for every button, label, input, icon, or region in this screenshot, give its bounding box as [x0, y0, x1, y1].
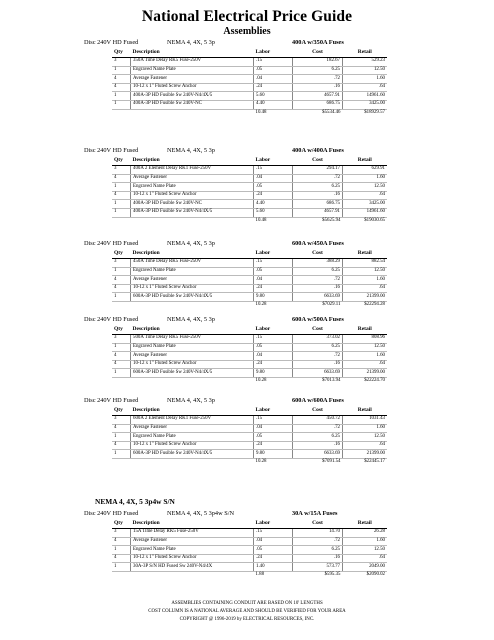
cell-desc: 15A Time Delay RK5 Fuse-250V — [131, 529, 254, 538]
cell-labor: .15 — [254, 529, 293, 538]
cell-labor: .05 — [254, 183, 293, 192]
cell-qty: 4 — [112, 441, 131, 450]
cell-cost: 4657.91 — [293, 208, 343, 217]
cell-qty: 4 — [112, 284, 131, 293]
blank-cell — [112, 217, 131, 225]
column-header-qty: Qty — [112, 520, 131, 529]
column-header-cost: Cost — [293, 157, 343, 166]
column-header-qty: Qty — [112, 407, 131, 416]
cell-cost: 6.25 — [293, 267, 343, 276]
cell-qty: 4 — [112, 174, 131, 183]
total-labor: 10.48 — [254, 109, 293, 117]
cell-labor: .04 — [254, 537, 293, 546]
cell-retail: 21399.00 — [343, 293, 388, 302]
cell-desc: 400A-3P HD Fusible Sw 240V-NC — [131, 200, 254, 209]
assembly-table — [112, 326, 387, 386]
table-row — [112, 441, 387, 450]
cell-labor: .24 — [254, 83, 293, 92]
cell-qty: 1 — [112, 343, 131, 352]
cell-labor: .24 — [254, 284, 293, 293]
cell-qty: 3 — [112, 335, 131, 344]
cell-labor: .04 — [254, 276, 293, 285]
column-header-retail: Retail — [343, 407, 388, 416]
cell-cost: 686.75 — [293, 100, 343, 109]
cell-cost: 14.70 — [293, 529, 343, 538]
column-header-qty: Qty — [112, 157, 131, 166]
disc-label: Disc 240V HD Fused — [84, 240, 139, 247]
cell-cost: .72 — [293, 424, 343, 433]
column-header-description: Description — [131, 520, 254, 529]
cell-retail: 1031.43 — [343, 416, 388, 425]
fuse-rating: 600A w/600A Fuses — [292, 397, 344, 404]
assembly-table — [112, 49, 387, 117]
cell-qty: 1 — [112, 208, 131, 217]
cell-cost: 6633.69 — [293, 450, 343, 459]
column-header-labor: Labor — [254, 157, 293, 166]
column-header-labor: Labor — [254, 250, 293, 259]
blank-cell — [112, 377, 131, 385]
nema-rating: NEMA 4, 4X, 5 3p — [167, 147, 215, 154]
cell-desc: 400A-3P HD Fusible Sw 240V-N4/4X/5 — [131, 208, 254, 217]
cell-retail: 12.50 — [343, 433, 388, 442]
cell-desc: Engraved Name Plate — [131, 433, 254, 442]
total-labor: 10.28 — [254, 458, 293, 466]
assembly-table — [112, 407, 387, 467]
cell-cost: 388.29 — [293, 259, 343, 268]
cell-cost: .72 — [293, 276, 343, 285]
disc-label: Disc 240V HD Fused — [84, 147, 139, 154]
table-row — [112, 546, 387, 555]
cell-desc: 10-12 x 1" Fluted Screw Anchor — [131, 83, 254, 92]
total-labor: 10.48 — [254, 217, 293, 225]
cell-qty: 3 — [112, 166, 131, 175]
column-header-retail: Retail — [343, 326, 388, 335]
blank-cell — [131, 217, 254, 225]
cell-labor: .04 — [254, 174, 293, 183]
table-row — [112, 424, 387, 433]
total-cost: $5625.94 — [293, 217, 343, 225]
blank-cell — [131, 377, 254, 385]
nema-rating: NEMA 4, 4X, 5 3p — [167, 316, 215, 323]
cell-qty: 1 — [112, 100, 131, 109]
cell-labor: .24 — [254, 554, 293, 563]
table-row — [112, 259, 387, 268]
cell-retail: 1.60 — [343, 174, 388, 183]
table-row — [112, 343, 387, 352]
cell-labor: 9.80 — [254, 450, 293, 459]
cell-qty: 3 — [112, 58, 131, 67]
cell-desc: 10-12 x 1" Fluted Screw Anchor — [131, 191, 254, 200]
column-header-labor: Labor — [254, 407, 293, 416]
cell-retail: 1.60 — [343, 537, 388, 546]
cell-qty: 4 — [112, 276, 131, 285]
table-row — [112, 529, 387, 538]
column-header-labor: Labor — [254, 49, 293, 58]
cell-cost: 373.02 — [293, 335, 343, 344]
cell-qty: 1 — [112, 450, 131, 459]
cell-qty: 1 — [112, 546, 131, 555]
blank-cell — [131, 458, 254, 466]
disc-label: Disc 240V HD Fused — [84, 397, 139, 404]
cell-cost: 6633.69 — [293, 293, 343, 302]
cell-retail: 1.60 — [343, 75, 388, 84]
cell-desc: Average Fastener — [131, 537, 254, 546]
nema-rating: NEMA 4, 4X, 5 3p4w S/N — [167, 510, 234, 517]
column-header-description: Description — [131, 49, 254, 58]
column-header-cost: Cost — [293, 407, 343, 416]
fuse-rating: 400A w/400A Fuses — [292, 147, 344, 154]
cell-labor: .04 — [254, 424, 293, 433]
column-header-cost: Cost — [293, 326, 343, 335]
total-row — [112, 109, 387, 117]
total-retail: $22445.17 — [343, 458, 388, 466]
table-row — [112, 66, 387, 75]
cell-desc: 10-12 x 1" Fluted Screw Anchor — [131, 441, 254, 450]
total-cost: $5534.46 — [293, 109, 343, 117]
cell-labor: .04 — [254, 75, 293, 84]
cell-labor: .24 — [254, 441, 293, 450]
cell-qty: 4 — [112, 360, 131, 369]
cell-labor: .04 — [254, 352, 293, 361]
cell-labor: .15 — [254, 335, 293, 344]
total-row — [112, 458, 387, 466]
cell-retail: 1.60 — [343, 352, 388, 361]
column-header-description: Description — [131, 326, 254, 335]
assembly-table — [112, 520, 387, 580]
blank-cell — [112, 458, 131, 466]
table-row — [112, 335, 387, 344]
column-header-labor: Labor — [254, 326, 293, 335]
column-header-retail: Retail — [343, 250, 388, 259]
total-retail: $2090.02 — [343, 571, 388, 579]
cell-desc: Average Fastener — [131, 276, 254, 285]
column-header-qty: Qty — [112, 250, 131, 259]
cell-qty: 4 — [112, 75, 131, 84]
cell-cost: 4657.91 — [293, 92, 343, 101]
fuse-rating: 400A w/350A Fuses — [292, 39, 344, 46]
cell-retail: .64 — [343, 284, 388, 293]
cell-cost: .72 — [293, 537, 343, 546]
cell-retail: 529.23 — [343, 58, 388, 67]
disc-label: Disc 240V HD Fused — [84, 39, 139, 46]
cell-cost: .16 — [293, 554, 343, 563]
cell-labor: 9.80 — [254, 369, 293, 378]
cell-qty: 3 — [112, 259, 131, 268]
total-retail: $19030.65 — [343, 217, 388, 225]
cell-desc: Average Fastener — [131, 424, 254, 433]
cell-retail: 1.60 — [343, 276, 388, 285]
cell-cost: 6.25 — [293, 546, 343, 555]
cell-desc: 400A 2 Element Delay RK1 Fuse-250V — [131, 166, 254, 175]
table-row — [112, 563, 387, 572]
cell-qty: 4 — [112, 554, 131, 563]
cell-retail: .64 — [343, 83, 388, 92]
cell-retail: 12.50 — [343, 343, 388, 352]
total-retail: $22294.28 — [343, 301, 388, 309]
column-header-labor: Labor — [254, 520, 293, 529]
cell-labor: .15 — [254, 58, 293, 67]
blank-cell — [112, 109, 131, 117]
cell-cost: .72 — [293, 174, 343, 183]
cell-retail: 12.50 — [343, 66, 388, 75]
cell-retail: .64 — [343, 360, 388, 369]
table-row — [112, 166, 387, 175]
cell-desc: 450A Time Delay RK5 Fuse-250V — [131, 259, 254, 268]
table-row — [112, 433, 387, 442]
cell-desc: 600A-3P HD Fusible Sw 240V-N4/4X/5 — [131, 293, 254, 302]
table-row — [112, 554, 387, 563]
nema-rating: NEMA 4, 4X, 5 3p — [167, 240, 215, 247]
table-row — [112, 369, 387, 378]
cell-qty: 1 — [112, 267, 131, 276]
cell-desc: Average Fastener — [131, 75, 254, 84]
table-row — [112, 416, 387, 425]
disc-label: Disc 240V HD Fused — [84, 316, 139, 323]
cell-cost: 573.77 — [293, 563, 343, 572]
blank-cell — [131, 571, 254, 579]
column-header-description: Description — [131, 157, 254, 166]
table-row — [112, 174, 387, 183]
cell-retail: 882.54 — [343, 259, 388, 268]
cell-qty: 4 — [112, 83, 131, 92]
cell-cost: .16 — [293, 191, 343, 200]
cell-retail: 12.50 — [343, 183, 388, 192]
cell-qty: 1 — [112, 183, 131, 192]
cell-qty: 1 — [112, 92, 131, 101]
cell-qty: 4 — [112, 537, 131, 546]
cell-desc: Engraved Name Plate — [131, 66, 254, 75]
assembly-table — [112, 157, 387, 225]
cell-desc: Engraved Name Plate — [131, 343, 254, 352]
column-header-description: Description — [131, 250, 254, 259]
cell-qty: 1 — [112, 66, 131, 75]
cell-qty: 1 — [112, 293, 131, 302]
cell-cost: 6633.69 — [293, 369, 343, 378]
total-cost: $7013.94 — [293, 377, 343, 385]
table-row — [112, 293, 387, 302]
table-row — [112, 183, 387, 192]
nema-rating: NEMA 4, 4X, 5 3p — [167, 397, 215, 404]
cell-retail: 21399.00 — [343, 369, 388, 378]
cell-cost: 6.25 — [293, 66, 343, 75]
total-cost: $7029.11 — [293, 301, 343, 309]
blank-cell — [112, 571, 131, 579]
total-labor: 1.88 — [254, 571, 293, 579]
cell-retail: 1.60 — [343, 424, 388, 433]
cell-labor: .05 — [254, 66, 293, 75]
cell-retail: .64 — [343, 191, 388, 200]
column-header-retail: Retail — [343, 49, 388, 58]
cell-retail: 12.50 — [343, 267, 388, 276]
cell-retail: 629.91 — [343, 166, 388, 175]
table-row — [112, 284, 387, 293]
cell-qty: 4 — [112, 191, 131, 200]
column-header-retail: Retail — [343, 520, 388, 529]
cell-labor: 9.80 — [254, 293, 293, 302]
table-row — [112, 83, 387, 92]
total-row — [112, 301, 387, 309]
table-row — [112, 75, 387, 84]
cell-desc: Engraved Name Plate — [131, 546, 254, 555]
cell-desc: 350A Time Delay RK5 Fuse-250V — [131, 58, 254, 67]
total-row — [112, 571, 387, 579]
cell-retail: 808.96 — [343, 335, 388, 344]
cell-desc: 600A 2 Element Delay RK1 Fuse-250V — [131, 416, 254, 425]
cell-labor: 5.60 — [254, 92, 293, 101]
assembly-table — [112, 250, 387, 310]
table-row — [112, 276, 387, 285]
cell-cost: 6.25 — [293, 433, 343, 442]
cell-qty: 4 — [112, 352, 131, 361]
table-row — [112, 92, 387, 101]
blank-cell — [112, 301, 131, 309]
column-header-description: Description — [131, 407, 254, 416]
footer-note-conduit: ASSEMBLIES CONTAINING CONDUIT ARE BASED ON 10' LENGTHS — [171, 601, 323, 606]
cell-desc: Average Fastener — [131, 352, 254, 361]
footer-copyright: COPYRIGHT @ 1996-2019 by ELECTRICAL RESOURCES, INC. — [179, 617, 315, 622]
cell-desc: Engraved Name Plate — [131, 267, 254, 276]
total-labor: 10.28 — [254, 301, 293, 309]
blank-cell — [131, 109, 254, 117]
total-row — [112, 377, 387, 385]
table-row — [112, 58, 387, 67]
column-header-cost: Cost — [293, 250, 343, 259]
cell-labor: .15 — [254, 416, 293, 425]
cell-desc: 600A-3P HD Fusible Sw 240V-N4/4X/5 — [131, 450, 254, 459]
cell-desc: 400A-3P HD Fusible Sw 240V-N4/4X/5 — [131, 92, 254, 101]
table-row — [112, 267, 387, 276]
cell-labor: .05 — [254, 433, 293, 442]
cell-desc: Engraved Name Plate — [131, 183, 254, 192]
total-row — [112, 217, 387, 225]
column-header-retail: Retail — [343, 157, 388, 166]
cell-cost: .16 — [293, 441, 343, 450]
cell-qty: 3 — [112, 416, 131, 425]
table-row — [112, 537, 387, 546]
blank-cell — [131, 301, 254, 309]
cell-retail: .64 — [343, 554, 388, 563]
nema-rating: NEMA 4, 4X, 5 3p — [167, 39, 215, 46]
cell-qty: 3 — [112, 529, 131, 538]
column-header-qty: Qty — [112, 326, 131, 335]
page-subtitle: Assemblies — [223, 26, 271, 37]
cell-labor: .05 — [254, 267, 293, 276]
cell-labor: .05 — [254, 343, 293, 352]
table-row — [112, 360, 387, 369]
total-retail: $18929.57 — [343, 109, 388, 117]
cell-retail: 2049.00 — [343, 563, 388, 572]
total-cost: $595.35 — [293, 571, 343, 579]
cell-retail: 14961.60 — [343, 92, 388, 101]
column-header-qty: Qty — [112, 49, 131, 58]
cell-cost: .72 — [293, 352, 343, 361]
disc-label: Disc 240V HD Fused — [84, 510, 139, 517]
fuse-rating: 600A w/500A Fuses — [292, 316, 344, 323]
group-title: NEMA 4, 4X, 5 3p4w S/N — [95, 497, 175, 506]
cell-retail: .64 — [343, 441, 388, 450]
cell-desc: Average Fastener — [131, 174, 254, 183]
cell-desc: 600A-3P HD Fusible Sw 240V-N4/4X/5 — [131, 369, 254, 378]
cell-cost: .72 — [293, 75, 343, 84]
cell-qty: 1 — [112, 200, 131, 209]
cell-desc: 10-12 x 1" Fluted Screw Anchor — [131, 360, 254, 369]
fuse-rating: 30A w/15A Fuses — [292, 510, 338, 517]
cell-labor: 4.40 — [254, 200, 293, 209]
cell-cost: 294.17 — [293, 166, 343, 175]
cell-qty: 1 — [112, 563, 131, 572]
cell-cost: .16 — [293, 360, 343, 369]
cell-retail: 14961.60 — [343, 208, 388, 217]
cell-labor: 1.40 — [254, 563, 293, 572]
cell-labor: 4.40 — [254, 100, 293, 109]
column-header-cost: Cost — [293, 520, 343, 529]
cell-labor: .15 — [254, 259, 293, 268]
cell-desc: 10-12 x 1" Fluted Screw Anchor — [131, 554, 254, 563]
cell-retail: 3425.00 — [343, 200, 388, 209]
cell-desc: 10-12 x 1" Fluted Screw Anchor — [131, 284, 254, 293]
cell-cost: 6.25 — [293, 183, 343, 192]
fuse-rating: 600A w/450A Fuses — [292, 240, 344, 247]
total-retail: $22224.70 — [343, 377, 388, 385]
cell-cost: 450.72 — [293, 416, 343, 425]
cell-qty: 4 — [112, 424, 131, 433]
table-row — [112, 450, 387, 459]
cell-cost: 182.67 — [293, 58, 343, 67]
cell-desc: 400A-3P HD Fusible Sw 240V-NC — [131, 100, 254, 109]
cell-desc: 30A-3P S/N HD Fused Sw 240V-N4/4X — [131, 563, 254, 572]
column-header-cost: Cost — [293, 49, 343, 58]
cell-desc: 500A Time Delay RK5 Fuse-250V — [131, 335, 254, 344]
cell-retail: 21399.00 — [343, 450, 388, 459]
cell-labor: .15 — [254, 166, 293, 175]
table-row — [112, 352, 387, 361]
cell-labor: .24 — [254, 191, 293, 200]
cell-cost: .16 — [293, 83, 343, 92]
cell-retail: 12.50 — [343, 546, 388, 555]
table-row — [112, 100, 387, 109]
cell-cost: 6.25 — [293, 343, 343, 352]
table-row — [112, 200, 387, 209]
cell-retail: 26.28 — [343, 529, 388, 538]
page-title: National Electrical Price Guide — [141, 8, 353, 25]
cell-retail: 3425.00 — [343, 100, 388, 109]
cell-cost: .16 — [293, 284, 343, 293]
table-row — [112, 208, 387, 217]
footer-note-cost: COST COLUMN IS A NATIONAL AVERAGE AND SHOULD BE VERIFIED FOR YOUR AREA — [148, 609, 346, 614]
table-row — [112, 191, 387, 200]
total-labor: 10.28 — [254, 377, 293, 385]
cell-labor: 5.60 — [254, 208, 293, 217]
cell-labor: .24 — [254, 360, 293, 369]
total-cost: $7091.54 — [293, 458, 343, 466]
cell-cost: 686.75 — [293, 200, 343, 209]
cell-labor: .05 — [254, 546, 293, 555]
cell-qty: 1 — [112, 433, 131, 442]
cell-qty: 1 — [112, 369, 131, 378]
